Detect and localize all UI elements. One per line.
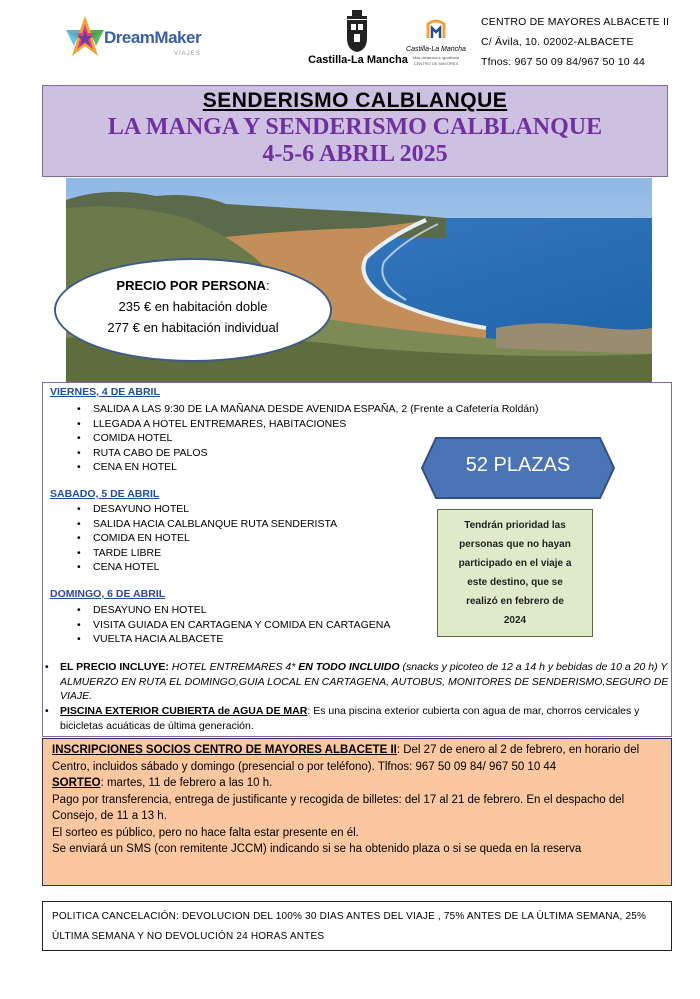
cm-logo-line2: Más dinámica e igualitaria	[412, 55, 460, 60]
sunday-list	[93, 603, 390, 647]
title-box	[42, 85, 668, 177]
coat-of-arms-icon	[344, 10, 370, 52]
includes-all: EN TODO INCLUIDO	[298, 661, 400, 673]
cm-logo-text: Castilla-La Mancha	[406, 46, 466, 53]
includes-label: EL PRECIO INCLUYE:	[60, 661, 169, 673]
inscripciones-heading: INSCRIPCIONES SOCIOS CENTRO DE MAYORES ALBACETE II	[52, 744, 397, 756]
list-item: • VISITA GUIADA EN CARTAGENA Y COMIDA EN CARTAGENA	[93, 618, 390, 633]
pool-text: : Es una piscina exterior cubierta con agua de mar, chorros cervicales y bicicletas acuáticas de última generación.	[60, 705, 640, 732]
cm-mark-icon	[424, 18, 448, 42]
list-item: • COMIDA HOTEL	[93, 431, 539, 446]
contact-line-2: C/ Ávila, 10. 02002-ALBACETE	[481, 36, 634, 48]
priority-line: 2024	[503, 615, 527, 626]
inscripciones-para	[52, 742, 662, 775]
price-single: 277 € en habitación individual	[107, 320, 279, 335]
price-double: 235 € en habitación doble	[118, 299, 268, 314]
includes-hotel: HOTEL ENTREMARES 4*	[171, 661, 296, 673]
inscripciones-text: : Del 27 de enero al 2 de febrero, en horario del Centro, incluidos sábado y domingo (presencial o por teléfono). Tlfnos: 967 50 09 84/ 967 50 10 44	[52, 744, 640, 773]
plazas-label: 52 PLAZAS	[465, 454, 571, 476]
includes-details: (snacks y picoteo de 12 a 14 h y bebidas de 10 a 20 h) Y ALMUERZO EN RUTA EL DOMINGO,GUIA LOCAL EN CARTAGENA, AUTOBUS, MONITORES DE SENDERISMO,SEGURO DE VIAJE.	[60, 661, 669, 702]
sorteo-text: : martes, 11 de febrero a las 10 h.	[100, 777, 273, 789]
list-item: • VUELTA HACIA ALBACETE	[93, 632, 390, 647]
castilla-la-mancha-text: Castilla-La Mancha	[308, 54, 408, 66]
price-includes	[45, 660, 670, 704]
priority-note	[437, 509, 593, 637]
price-oval	[54, 258, 332, 362]
sorteo-para	[52, 775, 662, 792]
centro-mayores-logo	[404, 18, 468, 70]
title-line-2: LA MANGA Y SENDERISMO CALBLANQUE	[107, 114, 603, 140]
title-line-1: SENDERISMO CALBLANQUE	[202, 89, 508, 112]
list-item: • DESAYUNO HOTEL	[93, 502, 337, 517]
list-item: • CENA HOTEL	[93, 560, 337, 575]
pool-label: PISCINA EXTERIOR CUBIERTA de AGUA DE MAR	[60, 705, 308, 717]
list-item: • DESAYUNO EN HOTEL	[93, 603, 390, 618]
contact-line-1: CENTRO DE MAYORES ALBACETE II	[481, 16, 670, 28]
priority-line: participado en el viaje a	[458, 558, 572, 569]
dreammaker-name: DreamMaker	[104, 28, 202, 47]
sms-text: Se enviará un SMS (con remitente JCCM) indicando si se ha obtenido plaza o si se queda en la reserva	[52, 843, 582, 855]
list-item: • CENA EN HOTEL	[93, 460, 539, 475]
title-line-3: 4-5-6 ABRIL 2025	[262, 141, 448, 167]
day-heading-saturday: SABADO, 5 DE ABRIL	[50, 488, 160, 500]
day-heading-sunday: DOMINGO, 6 DE ABRIL	[50, 588, 166, 600]
cancellation-policy	[42, 901, 672, 951]
contact-block	[481, 12, 669, 72]
castilla-la-mancha-logo	[308, 10, 408, 70]
list-item: • LLEGADA A HOTEL ENTREMARES, HABITACIONES	[93, 417, 539, 432]
price-heading-colon: :	[265, 278, 270, 293]
priority-line: personas que no hayan	[459, 539, 571, 550]
list-item: • RUTA CABO DE PALOS	[93, 446, 539, 461]
price-heading-row	[56, 278, 330, 293]
cm-logo-line3: CENTRO DE MAYORES	[413, 61, 459, 66]
priority-line: Tendrán prioridad las	[464, 520, 566, 531]
inscripciones-box	[42, 738, 672, 886]
dreammaker-sub: VIAJES	[174, 51, 201, 57]
cancellation-text: POLITICA CANCELACIÓN: DEVOLUCION DEL 100% 30 DIAS ANTES DEL VIAJE , 75% ANTES DE LA ÚLTIMA SEMANA, 25% ÚLTIMA SEMANA Y NO DEVOLUCIÓN 24 HORAS ANTES	[52, 911, 647, 942]
contact-line-3: Tfnos: 967 50 09 84/967 50 10 44	[481, 56, 646, 68]
bullet-icon: •	[45, 661, 49, 673]
sorteo-label: SORTEO	[52, 777, 101, 789]
day-heading-friday: VIERNES, 4 DE ABRIL	[50, 386, 160, 398]
priority-line: realizó en febrero de	[466, 596, 564, 607]
pool-info	[45, 704, 670, 733]
list-item: • SALIDA A LAS 9:30 DE LA MAÑANA DESDE AVENIDA ESPAÑA, 2 (Frente a Cafetería Roldán)	[93, 402, 539, 417]
pago-text: Pago por transferencia, entrega de justificante y recogida de billetes: del 17 al 21 de febrero. En el despacho del Consejo, de 11 a 13 h.	[52, 793, 625, 822]
list-item: • SALIDA HACIA CALBLANQUE RUTA SENDERISTA	[93, 517, 337, 532]
saturday-list	[93, 502, 337, 575]
plazas-badge	[420, 436, 616, 500]
star-logo-icon	[66, 16, 104, 62]
bullet-icon: •	[45, 705, 49, 717]
publico-text: El sorteo es público, pero no hace falta estar presente en él.	[52, 826, 359, 839]
priority-line: este destino, que se	[467, 577, 563, 588]
price-heading: PRECIO POR PERSONA	[116, 278, 266, 293]
list-item: • COMIDA EN HOTEL	[93, 531, 337, 546]
dreammaker-logo	[66, 14, 202, 66]
list-item: • TARDE LIBRE	[93, 546, 337, 561]
